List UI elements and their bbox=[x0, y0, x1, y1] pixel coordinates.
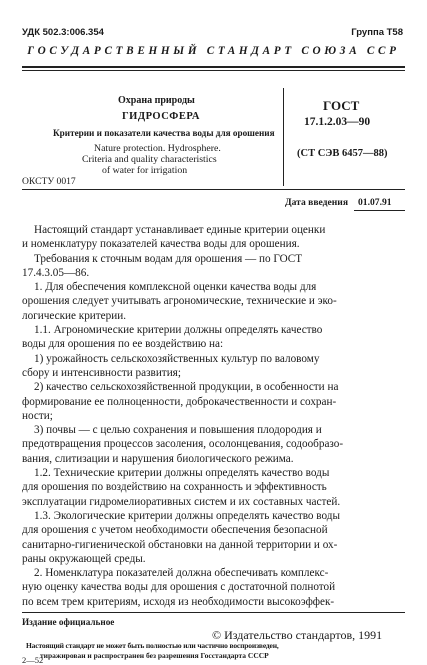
english-title-line-2: Criteria and quality characteristics bbox=[82, 154, 217, 165]
body-line: 2) качество сельскохозяйственной продукции, в особенности на bbox=[34, 381, 339, 394]
body-line: для орошения с учетом необходимости обеспечения безопасной bbox=[22, 524, 328, 537]
official-edition-label: Издание официальное bbox=[22, 617, 115, 627]
body-line: орошения следует учитывать агрономические, технические и эко- bbox=[22, 295, 337, 308]
english-title-line-1: Nature protection. Hydrosphere. bbox=[94, 143, 221, 154]
banner-rule-bottom bbox=[22, 70, 405, 71]
subject-heading: Охрана природы bbox=[118, 95, 195, 106]
body-line: Настоящий стандарт устанавливает единые критерии оценки bbox=[34, 224, 326, 236]
banner-rule-top bbox=[22, 66, 405, 68]
body-line: логические критерии. bbox=[22, 309, 127, 322]
english-title-line-3: of water for irrigation bbox=[102, 165, 188, 176]
body-line: 1. Для обеспечения комплексной оценки качества воды для bbox=[34, 281, 317, 294]
title-block-rule bbox=[22, 189, 405, 190]
body-line: эксплуатации гидромелиоративных систем и их составных частей. bbox=[22, 495, 341, 508]
body-line: формирование ее полноценности, доброкачественности и сохран- bbox=[22, 395, 337, 408]
body-line: санитарно-гигиенической обстановки на данной территории и ох- bbox=[22, 538, 338, 551]
footer-rule bbox=[22, 612, 405, 613]
state-standard-banner: ГОСУДАРСТВЕННЫЙ СТАНДАРТ СОЮЗА ССР bbox=[27, 45, 400, 57]
title-divider bbox=[283, 88, 284, 186]
body-line: Требования к сточным водам для орошения — по ГОСТ bbox=[34, 252, 303, 265]
document-subtitle: Критерии и показатели качества воды для орошения bbox=[53, 128, 275, 138]
body-line: вания, слитизации и нарушения биологического режима. bbox=[22, 452, 294, 465]
body-line: сбору и интенсивности развития; bbox=[22, 366, 181, 379]
date-underline bbox=[354, 210, 405, 211]
body-line: 1.2. Технические критерии должны определять качество воды bbox=[34, 467, 330, 480]
body-line: ности; bbox=[22, 409, 53, 422]
sev-number: (СТ СЭВ 6457—88) bbox=[297, 148, 388, 159]
group-code: Группа Т58 bbox=[351, 27, 403, 38]
okstu-code: ОКСТУ 0017 bbox=[22, 176, 76, 187]
gost-number: 17.1.2.03—90 bbox=[304, 116, 371, 128]
body-line: ную оценку качества воды для орошения с достаточной полнотой bbox=[22, 581, 336, 594]
body-line: 1.3. Экологические критерии должны определять качество воды bbox=[34, 509, 340, 522]
body-line: по всем трем критериям, исходя из необходимости высокоэффек- bbox=[22, 595, 335, 608]
body-line: и номенклатуру показателей качества воды для орошения. bbox=[22, 238, 300, 251]
page-code: 2—52 bbox=[22, 655, 44, 665]
body-line: воды для орошения по ее воздействию на: bbox=[22, 338, 224, 351]
body-text bbox=[22, 223, 402, 609]
reproduction-notice-line-2: тиражирован и распространен без разрешения Госстандарта СССР bbox=[40, 651, 269, 660]
body-line: для орошения по воздействию на сохранность и эффективность bbox=[22, 481, 327, 494]
reproduction-notice-line-1: Настоящий стандарт не может быть полностью или частично воспроизведен, bbox=[26, 641, 279, 650]
copyright-notice: © Издательство стандартов, 1991 bbox=[212, 628, 383, 642]
body-line: предотвращения процессов засоления, осолонцевания, содообразо- bbox=[22, 438, 344, 451]
body-line: 1.1. Агрономические критерии должны определять качество bbox=[34, 324, 323, 337]
body-line: 3) почвы — с целью сохранения и повышения плодородия и bbox=[34, 424, 322, 437]
date-intro-value: 01.07.91 bbox=[358, 197, 392, 208]
gost-label: ГОСТ bbox=[323, 98, 360, 113]
date-intro-label: Дата введения bbox=[285, 197, 349, 208]
body-line: 2. Номенклатура показателей должна обеспечивать комплекс- bbox=[34, 567, 329, 580]
udk-code: УДК 502.3:006.354 bbox=[22, 27, 104, 38]
body-line: раны окружающей среды. bbox=[22, 552, 146, 565]
body-line: 1) урожайность сельскохозяйственных культур по валовому bbox=[34, 352, 320, 365]
body-line: 17.4.3.05—86. bbox=[22, 266, 90, 279]
document-title: ГИДРОСФЕРА bbox=[122, 111, 200, 122]
